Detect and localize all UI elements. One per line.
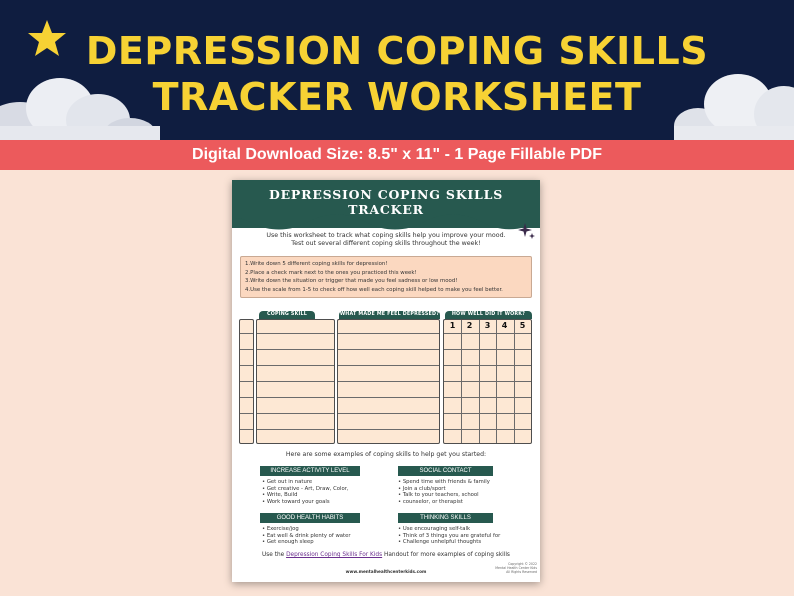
product-info-stripe: Digital Download Size: 8.5" x 11" - 1 Page Fillable PDF: [0, 140, 794, 170]
footer-suffix: Handout for more examples of coping skills: [382, 552, 510, 558]
scale-number: 3: [484, 321, 491, 330]
list-item: • Eat well & drink plenty of water: [262, 533, 382, 540]
intro-line-2: Test out several different coping skills throughout the week!: [291, 240, 481, 247]
copyright-line: Copyright © 2022: [508, 562, 537, 566]
website-url[interactable]: www.mentalhealthcenterkids.com: [345, 569, 427, 574]
list-item: • Think of 3 things you are grateful for: [398, 533, 533, 540]
header-banner: [0, 0, 794, 140]
worksheet-title: DEPRESSION COPING SKILLS TRACKER: [268, 187, 504, 217]
copyright: [482, 562, 537, 574]
list-item: • Talk to your teachers, school: [398, 492, 528, 499]
page-title: [0, 28, 794, 120]
list-item: • Challenge unhelpful thoughts: [398, 539, 533, 546]
footer-prefix: Use the: [262, 552, 287, 558]
category-health-list: [262, 526, 382, 546]
instruction-step: 2.Place a check mark next to the ones you practiced this week!: [245, 269, 417, 276]
coping-skill-header: COPING SKILL: [259, 311, 315, 319]
worksheet-preview: [232, 180, 540, 582]
trigger-header: WHAT MADE ME FEEL DEPRESSED?: [339, 312, 440, 317]
instruction-step: 1.Write down 5 different coping skills for depression!: [245, 261, 388, 267]
instructions-box: [240, 256, 532, 298]
scale-number: 2: [466, 321, 473, 330]
copyright-line: All Rights Reserved: [506, 570, 537, 574]
category-thinking: THINKING SKILLS: [398, 513, 493, 523]
page-title-line1: DEPRESSION COPING SKILLS: [85, 29, 709, 73]
list-item: • Use encouraging self-talk: [398, 526, 533, 533]
list-item: • Spend time with friends & family: [398, 479, 528, 486]
scale-number: 1: [449, 321, 456, 330]
worksheet-intro: [242, 232, 530, 248]
list-item: • Write, Build: [262, 492, 382, 499]
handout-link[interactable]: Depression Coping Skills For Kids: [286, 552, 383, 558]
list-item: • counselor, or therapist: [398, 499, 528, 506]
list-item: • Get creative - Art, Draw, Color,: [262, 486, 382, 493]
examples-title: Here are some examples of coping skills to help get you started:: [285, 451, 487, 458]
list-item: • Get enough sleep: [262, 539, 382, 546]
list-item: • Work toward your goals: [262, 499, 382, 506]
instruction-step: 4.Use the scale from 1-5 to check off how well each coping skill helped to make you feel better.: [245, 286, 503, 293]
copyright-line: Mental Health Center Kids: [495, 566, 537, 570]
rating-header: HOW WELL DID IT WORK?: [445, 311, 532, 319]
coping-skill-column[interactable]: [256, 319, 335, 444]
instruction-step: 3.Write down the situation or trigger that made you feel sadness or low mood!: [245, 278, 458, 284]
footer-note: [242, 552, 530, 558]
list-item: • Get out in nature: [262, 479, 382, 486]
intro-line-1: Use this worksheet to track what coping skills help you improve your mood.: [266, 232, 506, 239]
category-health: GOOD HEALTH HABITS: [260, 513, 360, 523]
category-thinking-list: [398, 526, 533, 546]
list-item: • Exercise/jog: [262, 526, 382, 533]
rating-grid[interactable]: [443, 319, 532, 444]
category-social-list: [398, 479, 528, 505]
list-item: • Join a club/sport: [398, 486, 528, 493]
category-social: SOCIAL CONTACT: [398, 466, 493, 476]
category-activity: INCREASE ACTIVITY LEVEL: [260, 466, 360, 476]
trigger-column[interactable]: [337, 319, 440, 444]
checkbox-column[interactable]: [239, 319, 254, 444]
scale-number: 5: [519, 321, 526, 330]
page-title-line2: TRACKER WORKSHEET: [152, 75, 642, 119]
scale-number: 4: [501, 321, 508, 330]
category-activity-list: [262, 479, 382, 505]
